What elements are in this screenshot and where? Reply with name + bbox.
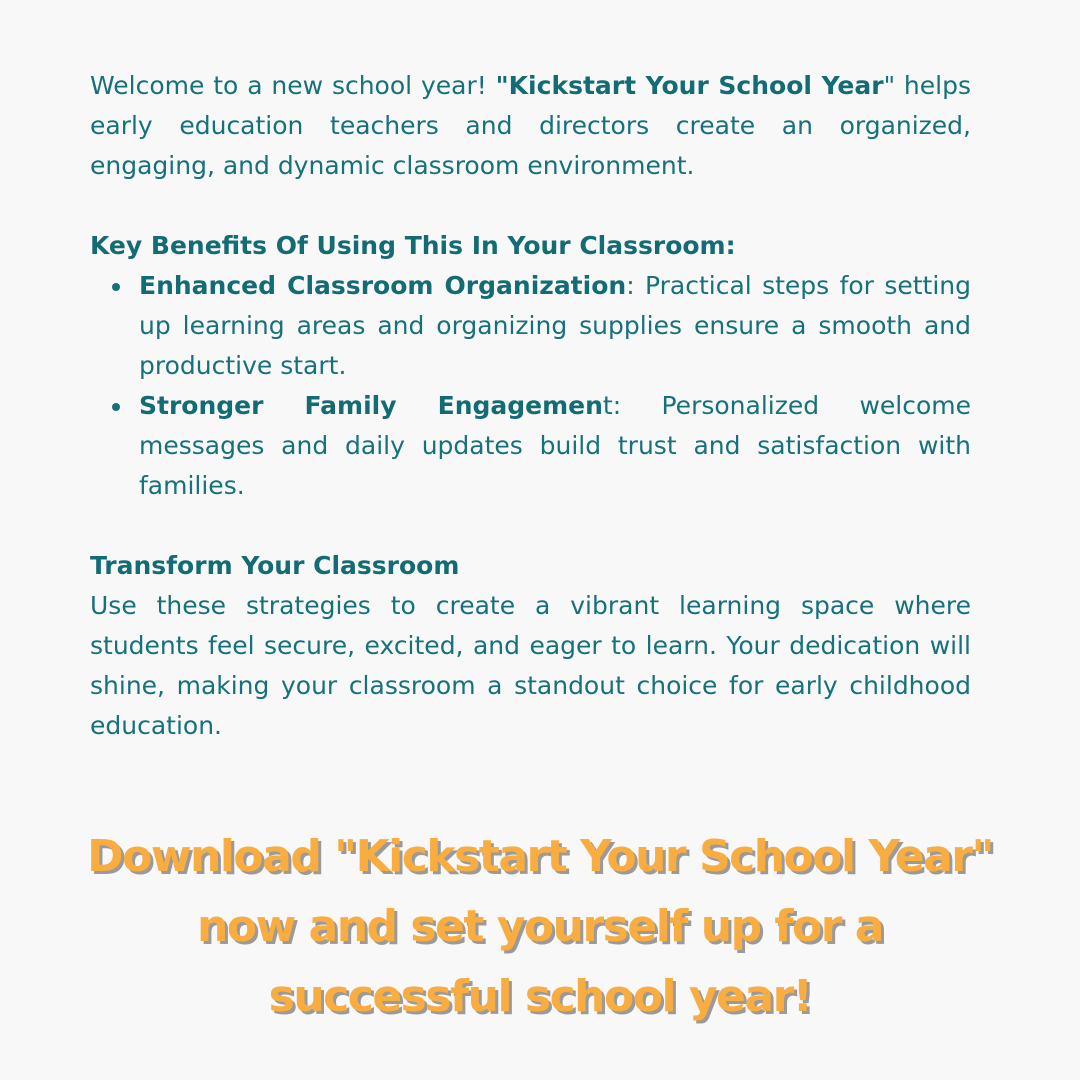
benefits-list <box>90 266 971 506</box>
intro-title: "Kickstart Your School Year <box>495 71 884 100</box>
benefit-text: : Practical steps for setting up learning areas and organizing supplies ensure a smooth and productive start. <box>139 271 971 380</box>
transform-heading: Transform Your Classroom <box>90 551 460 580</box>
benefits-heading: Key Benefits Of Using This In Your Classroom: <box>90 231 736 260</box>
benefit-title: Enhanced Classroom Organization <box>139 271 627 300</box>
cta-headline <box>0 822 1080 1032</box>
cta-line-1: Download "Kickstart Your School Year" <box>87 831 993 882</box>
cta-line-2: now and set yourself up for a <box>197 901 883 952</box>
transform-body: Use these strategies to create a vibrant learning space where students feel secure, excited, and eager to learn. Your dedication will shine, making your classroom a standout choice for early childhood education. <box>90 591 971 740</box>
list-item <box>139 386 971 506</box>
list-item <box>139 266 971 386</box>
content <box>90 66 971 746</box>
intro-paragraph <box>90 66 971 186</box>
benefit-text: t: Personalized welcome messages and daily updates build trust and satisfaction with families. <box>139 391 971 500</box>
cta-line-3: successful school year! <box>268 971 812 1022</box>
intro-text: Welcome to a new school year! <box>90 71 496 100</box>
intro-text-rest: " helps early education teachers and directors create an organized, engaging, and dynamic classroom environment. <box>90 71 972 180</box>
benefit-title: Stronger Family Engagemen <box>139 391 603 420</box>
